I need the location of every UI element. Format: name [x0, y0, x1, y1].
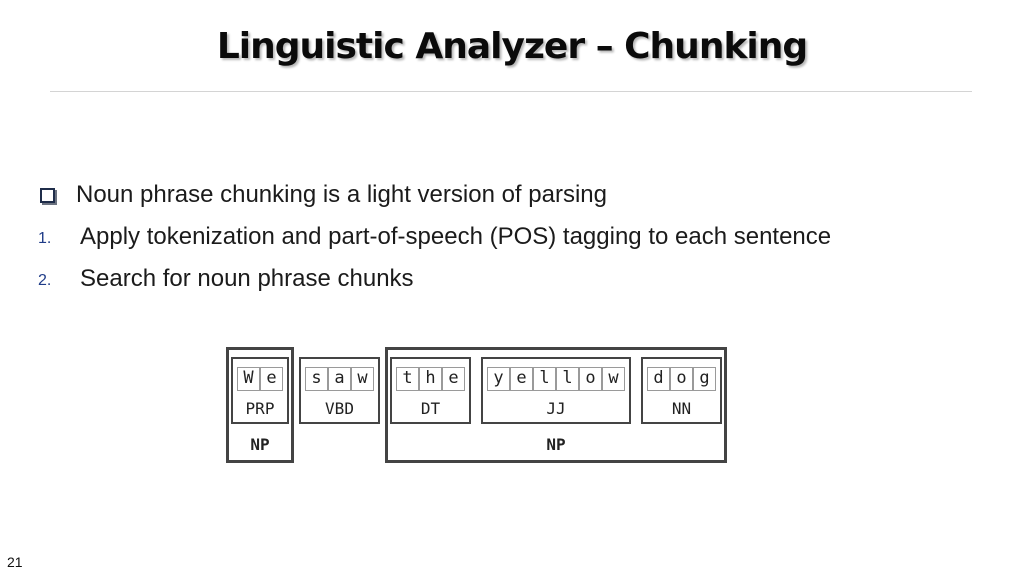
- slide-title: Linguistic Analyzer – Chunking: [216, 26, 808, 67]
- item-number: 1.: [38, 230, 52, 247]
- token-character: W: [237, 367, 260, 391]
- chunking-diagram: [223, 347, 793, 463]
- pos-tag-label: PRP: [245, 399, 275, 418]
- token-character: d: [647, 367, 670, 391]
- token-character: g: [693, 367, 716, 391]
- slide-number: 21: [7, 554, 23, 570]
- token-character: l: [533, 367, 556, 391]
- token-character: a: [328, 367, 351, 391]
- np-chunk-label: NP: [546, 435, 566, 454]
- token-character: e: [260, 367, 283, 391]
- token-character: l: [556, 367, 579, 391]
- token-character: y: [487, 367, 510, 391]
- checkbox-bullet-icon: [40, 188, 55, 203]
- pos-tag-label: NN: [671, 399, 692, 418]
- title-divider: [50, 91, 972, 92]
- token-character: w: [602, 367, 625, 391]
- token-character: e: [442, 367, 465, 391]
- token-character: e: [510, 367, 533, 391]
- token-character: t: [396, 367, 419, 391]
- np-chunk-label: NP: [250, 435, 270, 454]
- pos-tag-label: DT: [420, 399, 441, 418]
- item-text: Search for noun phrase chunks: [80, 265, 414, 292]
- token-character: w: [351, 367, 374, 391]
- item-text: Apply tokenization and part-of-speech (POS) tagging to each sentence: [80, 223, 832, 250]
- token-character: s: [305, 367, 328, 391]
- pos-tag-label: VBD: [325, 399, 354, 418]
- token-character: o: [670, 367, 693, 391]
- item-number: 2.: [38, 272, 52, 289]
- pos-tag-label: JJ: [546, 399, 566, 418]
- bullet-text: Noun phrase chunking is a light version of parsing: [76, 181, 607, 208]
- token-character: o: [579, 367, 602, 391]
- token-character: h: [419, 367, 442, 391]
